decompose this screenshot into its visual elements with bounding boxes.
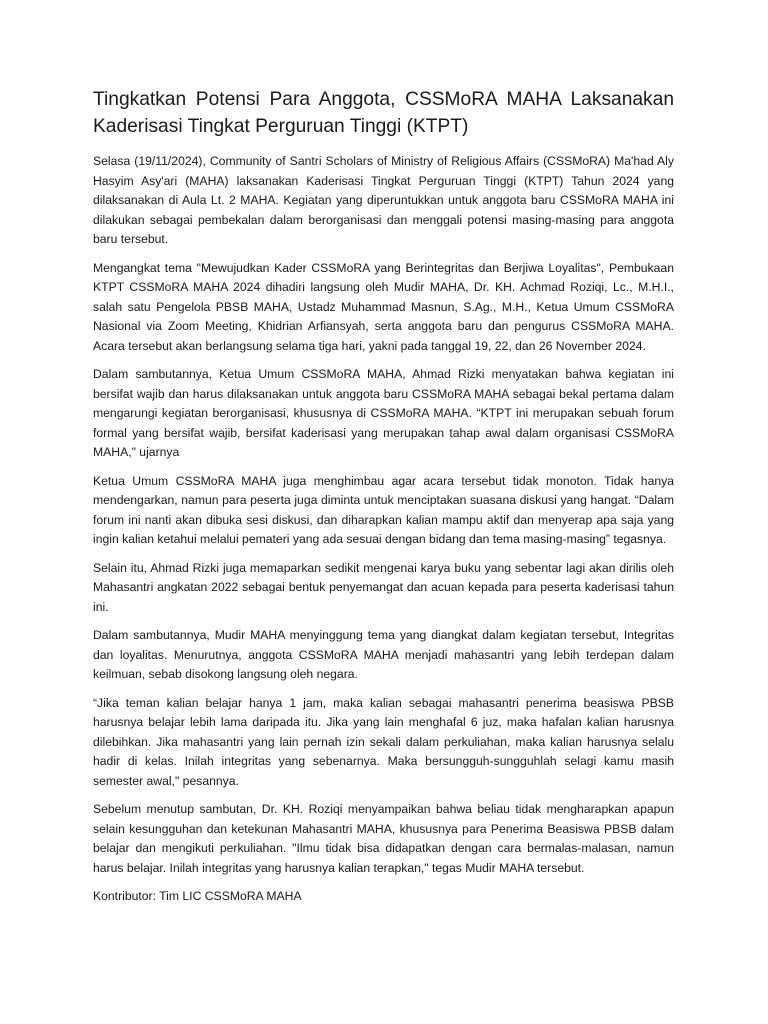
paragraph-4: Ketua Umum CSSMoRA MAHA juga menghimbau agar acara tersebut tidak monoton. Tidak hanya mendengarkan, namun para peserta juga diminta untuk menciptakan suasana diskusi yang hangat. “Dalam forum ini nanti akan dibuka sesi diskusi, dan diharapkan kalian mampu aktif dan menyerap apa saja yang ingin kalian ketahui melalui pemateri yang ada sesuai dengan bidang dan tema masing-masing” tegasnya. [93,473,674,546]
contributor-line: Kontributor: Tim LIC CSSMoRA MAHA [93,889,302,903]
article-title: Tingkatkan Potensi Para Anggota, CSSMoRA MAHA Laksanakan Kaderisasi Tingkat Perguruan Tinggi (KTPT) [93,89,674,137]
paragraph-6: Dalam sambutannya, Mudir MAHA menyinggung tema yang diangkat dalam kegiatan tersebut, Integritas dan loyalitas. Menurutnya, anggota CSSMoRA MAHA menjadi mahasantri yang lebih terdepan dalam keilmuan, sebab disokong langsung oleh negara. [93,628,674,681]
paragraph-7: “Jika teman kalian belajar hanya 1 jam, maka kalian sebagai mahasantri penerima beasiswa PBSB harusnya belajar lebih lama daripada itu. Jika yang lain menghafal 6 juz, maka hafalan kalian harusnya dilebihkan. Jika mahasantri yang lain pernah izin sekali dalam perkuliahan, maka kalian harusnya selalu hadir di kelas. Inilah integritas yang sebenarnya. Maka bersungguh-sungguhlah selagi kamu masih semester awal," pesannya. [93,695,674,788]
paragraph-1: Selasa (19/11/2024), Community of Santri Scholars of Ministry of Religious Affairs (CSSMoRA) Ma'had Aly Hasyim Asy'ari (MAHA) laksanakan Kaderisasi Tingkat Perguruan Tinggi (KTPT) Tahun 2024 yang dilaksanakan di Aula Lt. 2 MAHA. Kegiatan yang diperuntukkan untuk anggota baru CSSMoRA MAHA ini dilakukan sebagai pembekalan dalam berorganisasi dan menggali potensi masing-masing para anggota baru tersebut. [93,154,674,246]
paragraph-8: Sebelum menutup sambutan, Dr. KH. Roziqi menyampaikan bahwa beliau tidak mengharapkan apapun selain kesungguhan dan ketekunan Mahasantri MAHA, khususnya para Penerima Beasiswa PBSB dalam belajar dan mengikuti perkuliahan. "Ilmu tidak bisa didapatkan dengan cara bermalas-malasan, namun harus belajar. Inilah integritas yang harusnya kalian terapkan," tegas Mudir MAHA tersebut. [93,802,674,875]
paragraph-5: Selain itu, Ahmad Rizki juga memaparkan sedikit mengenai karya buku yang sebentar lagi akan dirilis oleh Mahasantri angkatan 2022 sebagai bentuk penyemangat dan acuan kepada para peserta kaderisasi tahun ini. [93,560,674,614]
document-page [93,86,674,907]
paragraph-2: Mengangkat tema "Mewujudkan Kader CSSMoRA yang Berintegritas dan Berjiwa Loyalitas", Pembukaan KTPT CSSMoRA MAHA 2024 dihadiri langsung oleh Mudir MAHA, Dr. KH. Achmad Roziqi, Lc., M.H.I., salah satu Pengelola PBSB MAHA, Ustadz Muhammad Masnun, S.Ag., M.H., Ketua Umum CSSMoRA Nasional via Zoom Meeting, Khidrian Arfiansyah, serta anggota baru dan pengurus CSSMoRA MAHA. Acara tersebut akan berlangsung selama tiga hari, yakni pada tanggal 19, 22, dan 26 November 2024. [93,260,674,353]
paragraph-3: Dalam sambutannya, Ketua Umum CSSMoRA MAHA, Ahmad Rizki menyatakan bahwa kegiatan ini bersifat wajib dan harus dilaksanakan untuk anggota baru CSSMoRA MAHA sebagai bekal pertama dalam mengarungi kegiatan berorganisasi, khususnya di CSSMoRA MAHA. “KTPT ini merupakan sebuah forum formal yang bersifat wajib, bersifat kaderisasi yang merupakan tahap awal dalam organisasi CSSMoRA MAHA," ujarnya [93,367,674,459]
